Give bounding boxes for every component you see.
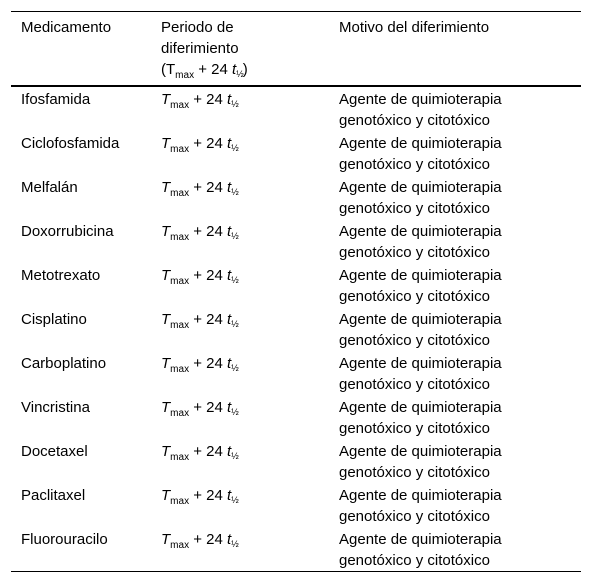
deferral-table: [11, 11, 581, 572]
formula-half: ½: [231, 275, 238, 285]
formula-plus: + 24: [189, 91, 228, 108]
deferral-reason: [339, 351, 581, 395]
formula-plus: + 24: [189, 179, 228, 196]
deferral-reason: [339, 527, 581, 571]
header-formula-half: ½: [236, 69, 243, 79]
formula-half: ½: [231, 143, 238, 153]
formula-t: t: [227, 223, 232, 240]
formula-half: ½: [231, 451, 238, 461]
deferral-period: [161, 263, 339, 307]
deferral-period: [161, 483, 339, 527]
table-row: [11, 87, 581, 131]
deferral-reason: [339, 263, 581, 307]
reason-line-1: Agente de quimioterapia: [339, 223, 502, 240]
period-formula: [161, 311, 238, 331]
header-period-line1: Periodo de: [161, 19, 234, 36]
formula-sub: max: [170, 100, 190, 111]
bottom-rule: [11, 571, 581, 572]
formula-t: t: [227, 91, 232, 108]
header-period: [161, 12, 339, 85]
formula-sub: max: [170, 540, 190, 551]
reason-line-2: genotóxico y citotóxico: [339, 464, 490, 481]
formula-sub: max: [170, 276, 190, 287]
reason-line-1: Agente de quimioterapia: [339, 311, 502, 328]
formula-t: t: [227, 311, 232, 328]
deferral-period: [161, 175, 339, 219]
formula-sub: max: [170, 408, 190, 419]
reason-line-1: Agente de quimioterapia: [339, 135, 502, 152]
formula-T: T: [161, 267, 171, 284]
drug-name: Ifosfamida: [21, 91, 91, 108]
reason-line-2: genotóxico y citotóxico: [339, 552, 490, 569]
reason-line-1: Agente de quimioterapia: [339, 399, 502, 416]
formula-T: T: [161, 135, 171, 152]
table-header-row: [11, 12, 581, 85]
header-reason: Motivo del diferimiento: [339, 19, 490, 36]
formula-plus: + 24: [189, 399, 228, 416]
reason-line-2: genotóxico y citotóxico: [339, 376, 490, 393]
formula-t: t: [227, 443, 232, 460]
deferral-reason: [339, 219, 581, 263]
deferral-reason: [339, 439, 581, 483]
reason-line-2: genotóxico y citotóxico: [339, 288, 490, 305]
formula-sub: max: [170, 320, 190, 331]
reason-line-2: genotóxico y citotóxico: [339, 332, 490, 349]
period-formula: [161, 135, 238, 155]
drug-name: Vincristina: [21, 399, 90, 416]
table-row: [11, 527, 581, 571]
deferral-period: [161, 87, 339, 131]
table-row: [11, 439, 581, 483]
formula-half: ½: [231, 319, 238, 329]
header-drug: Medicamento: [21, 19, 112, 36]
formula-half: ½: [231, 539, 238, 549]
reason-line-1: Agente de quimioterapia: [339, 443, 502, 460]
formula-T: T: [161, 179, 171, 196]
table-row: [11, 307, 581, 351]
formula-T: T: [161, 91, 171, 108]
deferral-reason: [339, 483, 581, 527]
formula-T: T: [161, 443, 171, 460]
formula-t: t: [227, 399, 232, 416]
table-body: [11, 87, 581, 571]
header-formula-close: ): [242, 61, 248, 78]
table-row: [11, 483, 581, 527]
formula-plus: + 24: [189, 355, 228, 372]
period-formula: [161, 179, 238, 199]
formula-T: T: [161, 311, 171, 328]
deferral-period: [161, 395, 339, 439]
deferral-period: [161, 439, 339, 483]
header-formula-sub: max: [175, 70, 195, 81]
table-row: [11, 175, 581, 219]
deferral-period: [161, 131, 339, 175]
header-period-formula: [161, 61, 248, 81]
reason-line-2: genotóxico y citotóxico: [339, 200, 490, 217]
formula-half: ½: [231, 99, 238, 109]
formula-t: t: [227, 135, 232, 152]
reason-line-1: Agente de quimioterapia: [339, 179, 502, 196]
period-formula: [161, 267, 238, 287]
reason-line-2: genotóxico y citotóxico: [339, 508, 490, 525]
formula-sub: max: [170, 496, 190, 507]
drug-name: Melfalán: [21, 179, 78, 196]
formula-plus: + 24: [189, 311, 228, 328]
formula-t: t: [227, 355, 232, 372]
deferral-period: [161, 307, 339, 351]
formula-sub: max: [170, 452, 190, 463]
formula-plus: + 24: [189, 267, 228, 284]
formula-T: T: [161, 355, 171, 372]
drug-name: Paclitaxel: [21, 487, 86, 504]
table-row: [11, 131, 581, 175]
deferral-reason: [339, 175, 581, 219]
formula-half: ½: [231, 363, 238, 373]
formula-half: ½: [231, 407, 238, 417]
drug-name: Ciclofosfamida: [21, 135, 120, 152]
drug-name: Doxorrubicina: [21, 223, 114, 240]
period-formula: [161, 443, 238, 463]
drug-name: Fluorouracilo: [21, 531, 108, 548]
deferral-period: [161, 219, 339, 263]
formula-t: t: [227, 531, 232, 548]
formula-half: ½: [231, 187, 238, 197]
table-row: [11, 351, 581, 395]
period-formula: [161, 355, 238, 375]
drug-name: Carboplatino: [21, 355, 107, 372]
formula-sub: max: [170, 144, 190, 155]
reason-line-1: Agente de quimioterapia: [339, 91, 502, 108]
reason-line-2: genotóxico y citotóxico: [339, 420, 490, 437]
drug-name: Cisplatino: [21, 311, 87, 328]
formula-half: ½: [231, 495, 238, 505]
deferral-reason: [339, 87, 581, 131]
header-formula-open: (T: [161, 61, 176, 78]
drug-name: Docetaxel: [21, 443, 88, 460]
formula-plus: + 24: [189, 443, 228, 460]
formula-sub: max: [170, 364, 190, 375]
period-formula: [161, 487, 238, 507]
formula-half: ½: [231, 231, 238, 241]
formula-T: T: [161, 487, 171, 504]
table-row: [11, 219, 581, 263]
header-formula-t: t: [232, 61, 237, 78]
formula-plus: + 24: [189, 531, 228, 548]
formula-sub: max: [170, 188, 190, 199]
drug-name: Metotrexato: [21, 267, 101, 284]
deferral-reason: [339, 395, 581, 439]
deferral-reason: [339, 131, 581, 175]
period-formula: [161, 531, 238, 551]
deferral-reason: [339, 307, 581, 351]
formula-t: t: [227, 179, 232, 196]
formula-plus: + 24: [189, 487, 228, 504]
reason-line-2: genotóxico y citotóxico: [339, 112, 490, 129]
table-row: [11, 263, 581, 307]
reason-line-1: Agente de quimioterapia: [339, 487, 502, 504]
reason-line-1: Agente de quimioterapia: [339, 531, 502, 548]
reason-line-2: genotóxico y citotóxico: [339, 156, 490, 173]
period-formula: [161, 223, 238, 243]
header-formula-plus: + 24: [194, 61, 233, 78]
period-formula: [161, 399, 238, 419]
formula-T: T: [161, 531, 171, 548]
table-row: [11, 395, 581, 439]
formula-t: t: [227, 487, 232, 504]
header-period-line2: diferimiento: [161, 40, 239, 57]
reason-line-1: Agente de quimioterapia: [339, 267, 502, 284]
formula-sub: max: [170, 232, 190, 243]
period-formula: [161, 91, 238, 111]
reason-line-2: genotóxico y citotóxico: [339, 244, 490, 261]
formula-plus: + 24: [189, 135, 228, 152]
deferral-period: [161, 527, 339, 571]
formula-T: T: [161, 399, 171, 416]
formula-plus: + 24: [189, 223, 228, 240]
formula-T: T: [161, 223, 171, 240]
formula-t: t: [227, 267, 232, 284]
reason-line-1: Agente de quimioterapia: [339, 355, 502, 372]
deferral-period: [161, 351, 339, 395]
